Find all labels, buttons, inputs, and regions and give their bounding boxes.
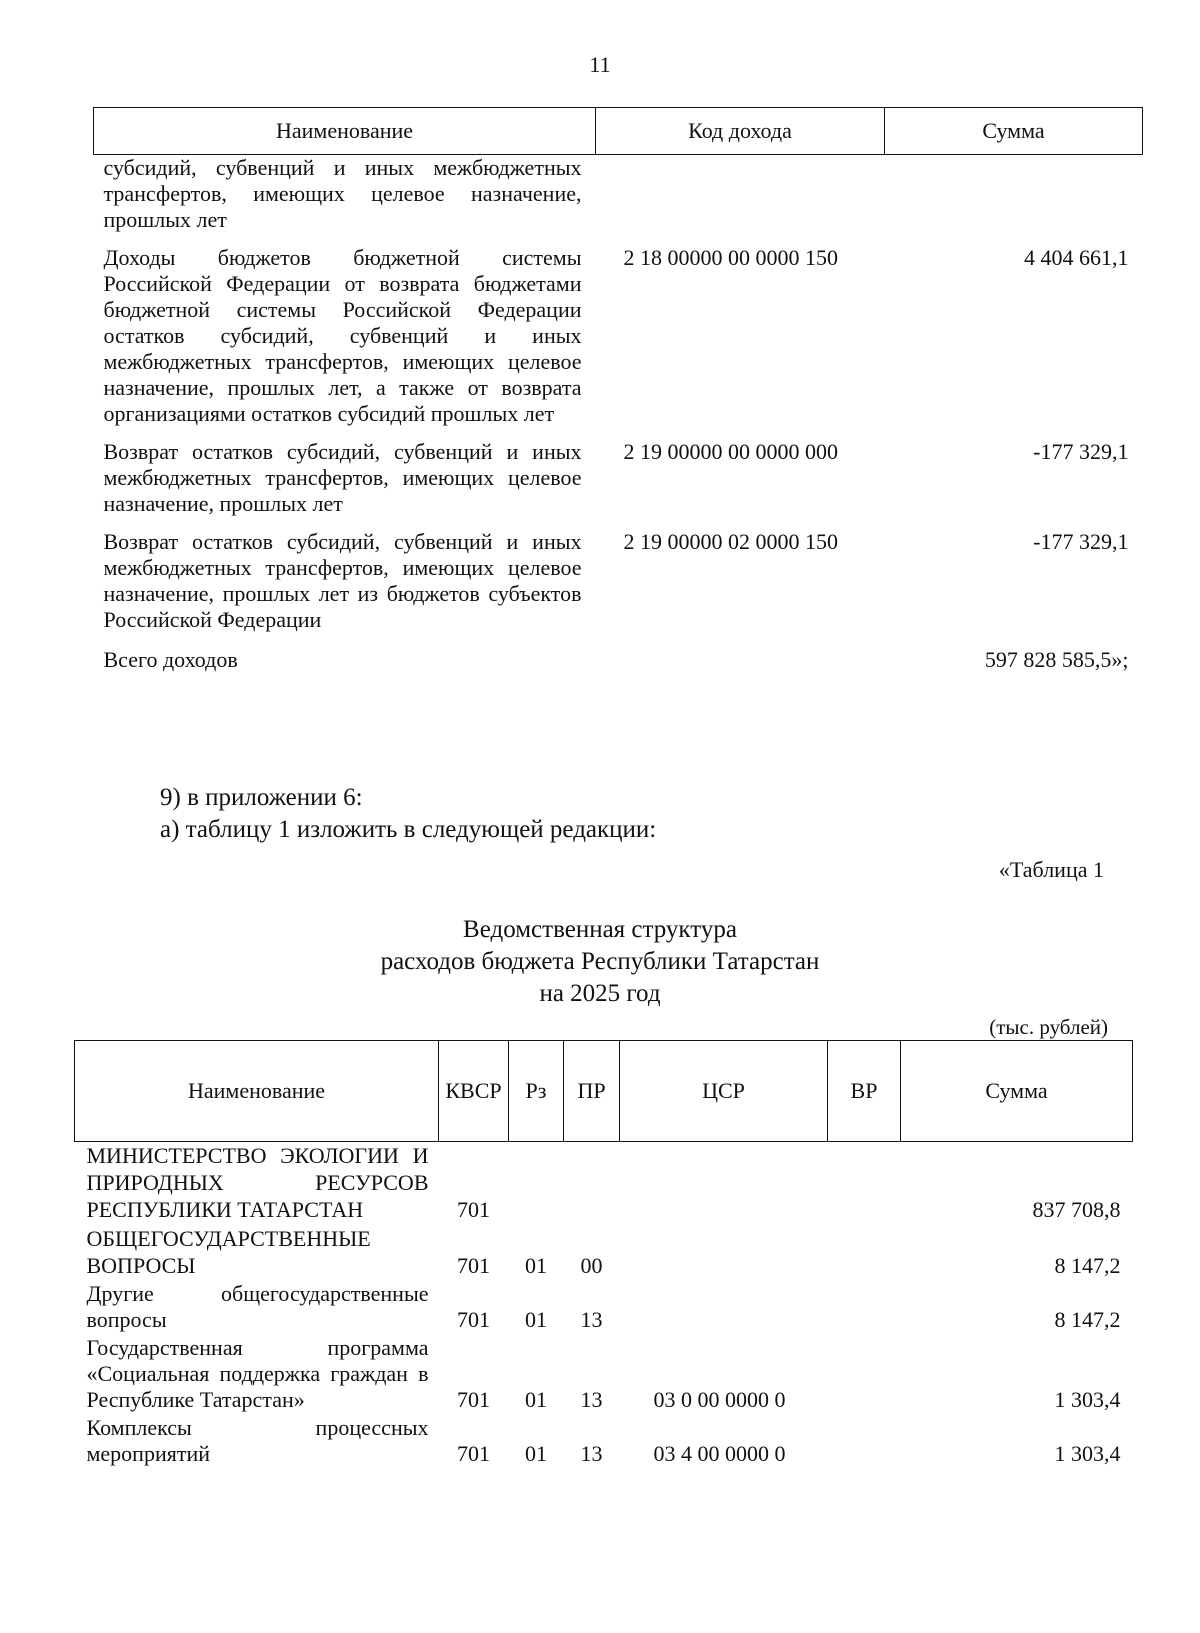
- income-row-code: [596, 155, 885, 246]
- expense-row-csr: [620, 1281, 828, 1335]
- item-a-text: а) таблицу 1 изложить в следующей редакции:: [160, 816, 657, 843]
- expense-header-pr: ПР: [564, 1041, 620, 1142]
- income-header-name: Наименование: [94, 108, 596, 155]
- expense-row-sum: 1 303,4: [1054, 1387, 1121, 1412]
- expense-row-kvsr: 701: [457, 1197, 490, 1222]
- expense-row-name: Другие общегосударственные вопросы: [86, 1281, 429, 1332]
- expense-table: [74, 1040, 1133, 1469]
- expense-row-sum: 1 303,4: [1054, 1441, 1121, 1466]
- expense-row-vr: [828, 1225, 901, 1281]
- expense-row-pr: 13: [580, 1441, 603, 1466]
- expense-row-vr: [828, 1335, 901, 1415]
- expense-row-pr: 13: [580, 1387, 603, 1412]
- structure-title: [340, 914, 860, 1010]
- income-row-amount: -177 329,1: [1033, 439, 1129, 464]
- income-row-name: субсидий, субвенций и иных межбюджетных трансфертов, имеющих целевое назначение, прошлых лет: [103, 155, 582, 232]
- income-row-name: Доходы бюджетов бюджетной системы Российской Федерации от возврата бюджетами бюджетной системы Российской Федерации остатков субсидий, субвенций и иных межбюджетных трансфертов, имеющих целевое назначение, прошлых лет, а также от возврата организациями остатков субсидий прошлых лет: [103, 245, 582, 426]
- expense-table-header: [75, 1041, 1133, 1142]
- structure-title-line-3: на 2025 год: [539, 980, 661, 1007]
- expense-row-rz: 01: [525, 1441, 547, 1466]
- expense-row-kvsr: 701: [457, 1387, 490, 1412]
- expense-row-vr: [828, 1142, 901, 1226]
- income-header-amount: Сумма: [885, 108, 1143, 155]
- expense-row-name: ОБЩЕГОСУДАРСТВЕННЫЕ ВОПРОСЫ: [86, 1226, 371, 1278]
- expense-row-kvsr: 701: [457, 1253, 490, 1278]
- expense-row-pr: [564, 1142, 620, 1226]
- expense-header-csr: ЦСР: [620, 1041, 828, 1142]
- expense-row-kvsr: 701: [457, 1307, 490, 1332]
- expense-row-sum: 837 708,8: [1032, 1197, 1121, 1222]
- income-row-name: Возврат остатков субсидий, субвенций и иных межбюджетных трансфертов, имеющих целевое назначение, прошлых лет из бюджетов субъектов Российской Федерации: [103, 529, 582, 632]
- expense-header-sum: Сумма: [901, 1041, 1133, 1142]
- expense-row-vr: [828, 1281, 901, 1335]
- income-row-amount: [885, 155, 1143, 246]
- table-row: [94, 155, 1143, 246]
- expense-row-rz: 01: [525, 1387, 547, 1412]
- expense-header-vr: ВР: [828, 1041, 901, 1142]
- item-9-text: 9) в приложении 6:: [160, 784, 363, 811]
- expense-header-rz: Рз: [509, 1041, 564, 1142]
- expense-row-sum: 8 147,2: [1054, 1307, 1121, 1332]
- income-row-code: 2 19 00000 02 0000 150: [623, 529, 838, 554]
- expense-row-vr: [828, 1415, 901, 1469]
- units-label: (тыс. рублей): [989, 1015, 1108, 1039]
- income-total-row: [94, 645, 1143, 673]
- expense-row-rz: [509, 1142, 564, 1226]
- table-row: [75, 1281, 1133, 1335]
- income-row-code: 2 18 00000 00 0000 150: [623, 245, 838, 270]
- income-table-header: [94, 108, 1143, 155]
- income-table: [93, 107, 1143, 673]
- expense-header-name: Наименование: [75, 1041, 439, 1142]
- table-row: [94, 439, 1143, 529]
- expense-row-name: Комплексы процессных мероприятий: [86, 1415, 429, 1466]
- table-reference: «Таблица 1: [998, 857, 1104, 882]
- income-row-code: 2 19 00000 00 0000 000: [623, 439, 838, 464]
- income-row-amount: 4 404 661,1: [1024, 245, 1129, 270]
- table-row: [75, 1142, 1133, 1226]
- table-row: [75, 1415, 1133, 1469]
- expense-row-rz: 01: [525, 1253, 547, 1278]
- income-row-name: Возврат остатков субсидий, субвенций и иных межбюджетных трансфертов, имеющих целевое назначение, прошлых лет: [103, 439, 582, 516]
- expense-row-name: Государственная программа «Социальная поддержка граждан в Республике Татарстан»: [86, 1335, 429, 1412]
- expense-row-csr: [620, 1142, 828, 1226]
- table-row: [94, 529, 1143, 645]
- expense-row-csr: 03 4 00 0000 0: [653, 1441, 786, 1466]
- expense-row-rz: 01: [525, 1307, 547, 1332]
- structure-title-line-1: Ведомственная структура: [463, 916, 737, 943]
- table-row: [75, 1225, 1133, 1281]
- income-header-code: Код дохода: [596, 108, 885, 155]
- structure-title-line-2: расходов бюджета Республики Татарстан: [380, 948, 820, 975]
- expense-row-pr: 00: [580, 1253, 603, 1278]
- expense-row-csr: [620, 1225, 828, 1281]
- expense-row-pr: 13: [580, 1307, 603, 1332]
- page-number: 11: [589, 52, 611, 77]
- income-row-amount: -177 329,1: [1033, 529, 1129, 554]
- expense-row-kvsr: 701: [457, 1441, 490, 1466]
- table-row: [94, 245, 1143, 439]
- amendment-text: [160, 782, 656, 846]
- income-total-label: Всего доходов: [103, 647, 238, 672]
- expense-header-kvsr: КВСР: [439, 1041, 509, 1142]
- expense-row-csr: 03 0 00 0000 0: [653, 1387, 786, 1412]
- expense-row-sum: 8 147,2: [1054, 1253, 1121, 1278]
- expense-row-name: МИНИСТЕРСТВО ЭКОЛОГИИ И ПРИРОДНЫХ РЕСУРСОВ РЕСПУБЛИКИ ТАТАРСТАН: [86, 1143, 429, 1222]
- table-row: [75, 1335, 1133, 1415]
- income-total-amount: 597 828 585,5»;: [984, 647, 1129, 672]
